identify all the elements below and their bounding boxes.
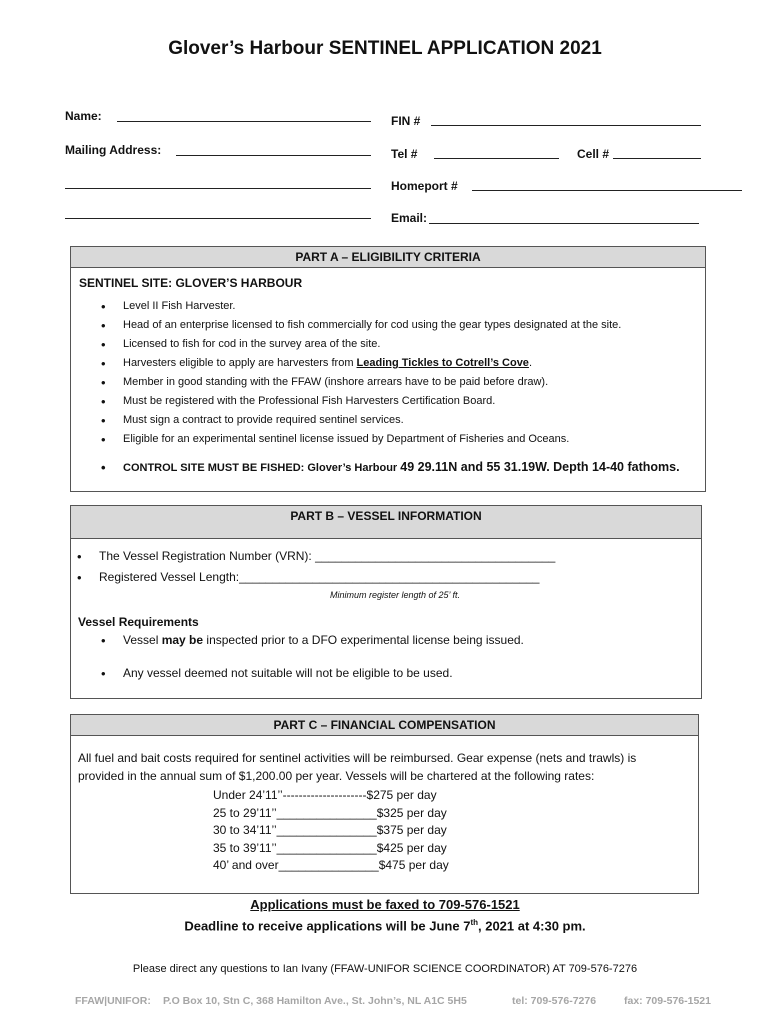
part-c-header: PART C – FINANCIAL COMPENSATION: [71, 715, 698, 736]
requirement-text: Vessel: [123, 633, 162, 647]
name-label: Name:: [65, 109, 102, 123]
control-site-coords: 49 29.11N and 55 31.19W. Depth 14-40 fathoms.: [400, 460, 680, 474]
part-a-header: PART A – ELIGIBILITY CRITERIA: [71, 247, 705, 268]
part-a-section: [70, 246, 706, 492]
fax-notice: Applications must be faxed to 709-576-1521: [250, 897, 520, 912]
vessel-requirements-title: Vessel Requirements: [78, 615, 199, 629]
requirement-text-rest: inspected prior to a DFO experimental license being issued.: [203, 633, 524, 647]
list-item: • Must sign a contract to provide required sentinel services.: [71, 411, 701, 430]
list-item: • Member in good standing with the FFAW (inshore arrears have to be paid before draw).: [71, 373, 701, 392]
homeport-label: Homeport #: [391, 179, 458, 193]
list-item: • Head of an enterprise licensed to fish commercially for cod using the gear types designated at the site.: [71, 316, 701, 335]
list-item: • Must be registered with the Professional Fish Harvesters Certification Board.: [71, 392, 701, 411]
name-field[interactable]: [117, 121, 371, 122]
footer-fax: fax: 709-576-1521: [624, 995, 711, 1007]
page-title: Glover’s Harbour SENTINEL APPLICATION 2021: [168, 38, 602, 59]
part-b-header: PART B – VESSEL INFORMATION: [71, 506, 701, 539]
criterion-suffix: .: [528, 357, 532, 369]
rate-row: 30 to 34’11’’_______________$375 per day: [213, 823, 447, 837]
footer-org: FFAW|UNIFOR:: [75, 995, 151, 1007]
rate-row: 40’ and over_______________$475 per day: [213, 858, 449, 872]
part-b-section: [70, 505, 702, 699]
deadline-notice: [0, 918, 770, 933]
list-item: • Licensed to fish for cod in the survey area of the site.: [71, 335, 701, 354]
tel-field[interactable]: [434, 158, 559, 159]
list-item: • Eligible for an experimental sentinel license issued by Department of Fisheries and Oceans.: [71, 430, 701, 449]
mailing-address-line-3[interactable]: [65, 218, 371, 219]
compensation-line-1: All fuel and bait costs required for sentinel activities will be reimbursed. Gear expense (nets and trawls) is: [78, 751, 637, 765]
requirement-emphasis: may be: [161, 633, 204, 647]
vrn-field[interactable]: • The Vessel Registration Number (VRN): ____________________________________: [99, 549, 555, 563]
part-c-section: [70, 714, 699, 894]
questions-contact: Please direct any questions to Ian Ivany (FFAW-UNIFOR SCIENCE COORDINATOR) AT 709-576-7276: [132, 963, 638, 975]
deadline-superscript: th: [470, 918, 478, 927]
sentinel-site-title: SENTINEL SITE: GLOVER’S HARBOUR: [79, 276, 303, 290]
vessel-requirement-1: [123, 633, 524, 647]
rate-row: Under 24’11’’---------------------$275 per day: [213, 788, 437, 802]
homeport-field[interactable]: [472, 190, 742, 191]
deadline-time: , 2021 at 4:30 pm.: [478, 918, 586, 934]
email-field[interactable]: [429, 223, 699, 224]
mailing-address-line-2[interactable]: [65, 188, 371, 189]
footer-tel: tel: 709-576-7276: [512, 995, 597, 1007]
mailing-address-field[interactable]: [176, 155, 371, 156]
email-label: Email:: [391, 211, 428, 225]
deadline-text: Deadline to receive applications will be June 7: [184, 918, 471, 934]
leading-tickles-link: Leading Tickles to Cotrell’s Cove: [356, 357, 529, 369]
control-site-prefix: CONTROL SITE MUST BE FISHED: Glover’s Harbour: [123, 462, 401, 474]
vessel-length-field[interactable]: • Registered Vessel Length:_____________________________________________: [99, 570, 539, 584]
tel-label: Tel #: [391, 147, 418, 161]
cell-field[interactable]: [613, 158, 701, 159]
list-item: • Level II Fish Harvester.: [71, 297, 701, 316]
list-item: [71, 354, 701, 373]
minimum-length-note: Minimum register length of 25’ ft.: [330, 590, 461, 600]
fin-field[interactable]: [431, 125, 701, 126]
mailing-address-label: Mailing Address:: [65, 143, 162, 157]
eligibility-criteria-list: [71, 297, 701, 449]
vessel-requirement-2: • Any vessel deemed not suitable will not be eligible to be used.: [123, 666, 453, 680]
footer-address: P.O Box 10, Stn C, 368 Hamilton Ave., St. John’s, NL A1C 5H5: [163, 995, 467, 1007]
cell-label: Cell #: [577, 147, 610, 161]
compensation-line-2: provided in the annual sum of $1,200.00 per year. Vessels will be chartered at the following rates:: [78, 769, 595, 783]
control-site-note: [123, 460, 680, 474]
fin-label: FIN #: [391, 114, 421, 128]
rate-row: 35 to 39’11’’_______________$425 per day: [213, 841, 447, 855]
rate-row: 25 to 29’11’’_______________$325 per day: [213, 806, 447, 820]
criterion-text: Harvesters eligible to apply are harvesters from: [123, 357, 357, 369]
